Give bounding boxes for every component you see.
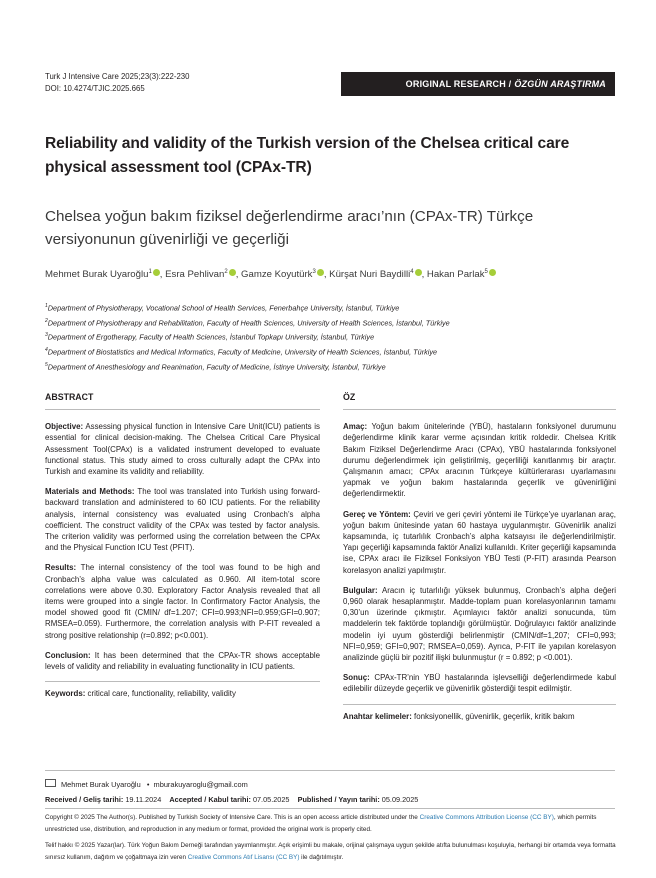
abstract-amac: Amaç: Yoğun bakım ünitelerinde (YBÜ), hastaların fonksiyonel durumunu değerlendirme klinik karar verme açısından kritik roldedir. Chelsea Kritik Bakım Fiziksel Değerlendirme Aracı (CPAx), YBÜ hastalarında fonksiyonel durumu değerlendirmek için geliştirilmiş, geçerliliği kanıtlanmış bir araçtır. Çalışmanın amacı; CPAx aracının Türkçeye kültürlerarası uyarlamasını yapmak ve yoğun bakım hastalarında geçerlik ve güvenirliğini değerlendirmektir.	[343, 422, 616, 499]
author: Gamze Koyutürk$^3$	[241, 269, 324, 280]
affiliation: $^3$Department of Ergotherapy, Faculty of Health Sciences, İstanbul Topkapı University, İstanbul, Türkiye	[45, 332, 375, 342]
correspondence: Mehmet Burak Uyaroğlu • mburakuyaroglu@gmail.com	[45, 779, 248, 789]
copyright-en: Copyright © 2025 The Author(s). Published by Turkish Society of Intensive Care. This is an open access article distributed under the Creative Commons Attribution License (CC BY), which permits unrestricted use, distribution, and reproduction in any medium or format, provided the original work is properly cited.	[45, 814, 597, 833]
affiliation: $^5$Department of Anesthesiology and Reanimation, Faculty of Medicine, İstinye University, İstanbul, Türkiye	[45, 361, 386, 371]
author: Kürşat Nuri Baydilli$^4$	[329, 269, 421, 280]
abstract-bulgular: Bulgular: Aracın iç tutarlılığı yüksek bulunmuş, Cronbach’s alpha değeri 0,960 olarak hesaplanmıştır. Madde-toplam puan korelasyonlarının tamamı 0,30’un üzerinde çıkmıştır. Açımlayıcı faktör analizi sonucunda, tüm maddelerin tek faktörde toplandığı görülmüştür. Doğrulayıcı faktör analizinde modelin iyi uyum gösterdiği belirlenmiştir (CMIN/df=1,207; CFI=0,993; NFI=0,959; GFI=0,907; RMSEA=0,059). Ayrıca, P-FIT ile yapılan korelasyon analizinde güçlü bir pozitif ilişki bulunmuştur (r = 0.892; p <0.001).	[343, 585, 616, 663]
abstract-gerec: Gereç ve Yöntem: Çeviri ve geri çeviri yöntemi ile Türkçe’ye uyarlanan araç, yoğun bakım ünitesinde yatan 60 hastaya uygulanmıştır. Güvenirlik analizi kapsamında, iç tutarlılık Cronbach’s alpha katsayısı ile değerlendirilmiştir. Yapı geçerliği kapsamında faktör Analizi kullanıldı. Kriter geçerliği kapsamında ise, CPAx aracı ile Fiziksel Fonksiyon YBÜ Testi (P-FIT) arasında Pearson korelasyon analizi yapılmıştır.	[343, 509, 616, 575]
envelope-icon	[45, 779, 56, 787]
doi-line[interactable]: DOI: 10.4274/TJIC.2025.665	[45, 83, 145, 93]
affiliation: $^1$Department of Physiotherapy, Vocational School of Health Services, Fenerbahçe University, İstanbul, Türkiye	[45, 303, 400, 313]
author: Mehmet Burak Uyaroğlu$^1$	[45, 269, 160, 280]
cc-license-link[interactable]: Creative Commons Attribution License (CC BY)	[419, 814, 554, 821]
article-title-tr: Chelsea yoğun bakım fiziksel değerlendirme aracı’nın (CPAx-TR) Türkçe versiyonunun güvenirliği ve geçerliği	[45, 208, 534, 248]
orcid-icon[interactable]	[489, 269, 496, 276]
abstract-tr	[343, 392, 616, 722]
abstract-methods: Materials and Methods: The tool was translated into Turkish using forward-backward translation and administered to 60 ICU patients. For the reliability analysis, internal consistency was evaluated using Cronbach’s alpha coefficient. The construct validity of the CPAx was tested by factor analysis. The criterion validity was performed using the correlation between the CPAx and the Physical Function ICU Test (PFIT).	[45, 487, 321, 553]
email-link[interactable]: mburakuyaroglu@gmail.com	[153, 780, 248, 789]
banner-en: ORIGINAL RESEARCH /	[405, 79, 512, 89]
affiliation: $^2$Department of Physiotherapy and Rehabilitation, Faculty of Health Sciences, University of Health Sciences, İstanbul, Türkiye	[45, 317, 450, 328]
abstract-results: Results: The internal consistency of the tool was found to be high and Cronbach’s alpha value was calculated as 0.960. All item-total score correlations were above 0.30. Exploratory Factor Analysis revealed that all items were grouped into a single factor. In Confirmatory Factor Analysis, the model showed good fit (CMIN/ df=1.207; CFI=0.993;NFI=0.959;GFI=0.907; RMSEA=0.059). Furthermore, the correlation analysis with P-FIT revealed a strong positive relationship (r=0.892; p<0.001).	[45, 563, 320, 640]
divider	[45, 770, 615, 771]
author-list: Mehmet Burak Uyaroğlu$^1$ , Esra Pehlivan$^2$ , Gamze Koyutürk$^3$ , Kürşat Nuri Baydilli$^4$ , Hakan Parlak$^5$	[45, 269, 496, 280]
affiliation: $^4$Department of Biostatistics and Medical Informatics, Faculty of Medicine, University of Health Sciences, İstanbul, Türkiye	[45, 346, 438, 357]
article-type-banner	[341, 72, 615, 96]
journal-line: Turk J Intensive Care 2025;23(3):222-230	[45, 72, 190, 81]
keywords-tr: Anahtar kelimeler: fonksiyonellik, güvenirlik, geçerlik, kritik bakım	[343, 704, 616, 722]
author: Hakan Parlak$^5$	[427, 269, 496, 280]
cc-license-link-tr[interactable]: Creative Commons Atıf Lisansı (CC BY)	[187, 853, 300, 861]
author: Esra Pehlivan$^2$	[165, 269, 236, 280]
abstract-sonuc: Sonuç: CPAx-TR’nin YBÜ hastalarında işlevselliği değerlendirmede kabul edilebilir düzeyde geçerlik ve güvenirlik gösterdiği tespit edilmiştir.	[343, 673, 616, 694]
divider	[45, 808, 615, 809]
affiliations	[45, 300, 450, 373]
orcid-icon[interactable]	[415, 269, 422, 276]
banner-tr: ÖZGÜN ARAŞTIRMA	[514, 79, 606, 89]
abstract-en	[45, 392, 320, 699]
keywords: Keywords: critical care, functionality, reliability, validity	[45, 681, 320, 699]
article-title-en: Reliability and validity of the Turkish version of the Chelsea critical care physical assessment tool (CPAx-TR)	[45, 135, 570, 176]
article-dates: Received / Geliş tarihi: 19.11.2024 Accepted / Kabul tarihi: 07.05.2025 Published / Yayın tarihi: 05.09.2025	[45, 795, 419, 804]
abstract-heading-tr: ÖZ	[343, 392, 616, 410]
abstract-objective: Objective: Assessing physical function in Intensive Care Unit(ICU) patients is essential for clinical decision-making. The Chelsea Critical Care Physical Assessment Tool(CPAx) is a validated instrument developed to evaluate functional status. This study aimed to cross culturally adapt the CPAx into Turkish and examine its validity and reliability.	[45, 422, 320, 477]
copyright-tr: Telif hakkı © 2025 Yazar(lar). Türk Yoğun Bakım Derneği tarafından yayımlanmıştır. Açık erişimli bu makale, orijinal çalışmaya uygun şekilde atıfta bulunulması koşuluyla, herhangi bir ortamda veya formatta sınırsız kullanım, dağıtım ve çoğaltmaya izin veren Creative Commons Atıf Lisansı (CC BY) ile dağıtılmıştır.	[45, 842, 616, 861]
orcid-icon[interactable]	[153, 269, 160, 276]
orcid-icon[interactable]	[317, 269, 324, 276]
abstract-conclusion: Conclusion: It has been determined that the CPAx-TR shows acceptable levels of validity and reliability in evaluating functionality in ICU patients.	[45, 650, 320, 672]
abstract-heading: ABSTRACT	[45, 392, 320, 410]
journal-citation	[45, 71, 189, 94]
orcid-icon[interactable]	[229, 269, 236, 276]
